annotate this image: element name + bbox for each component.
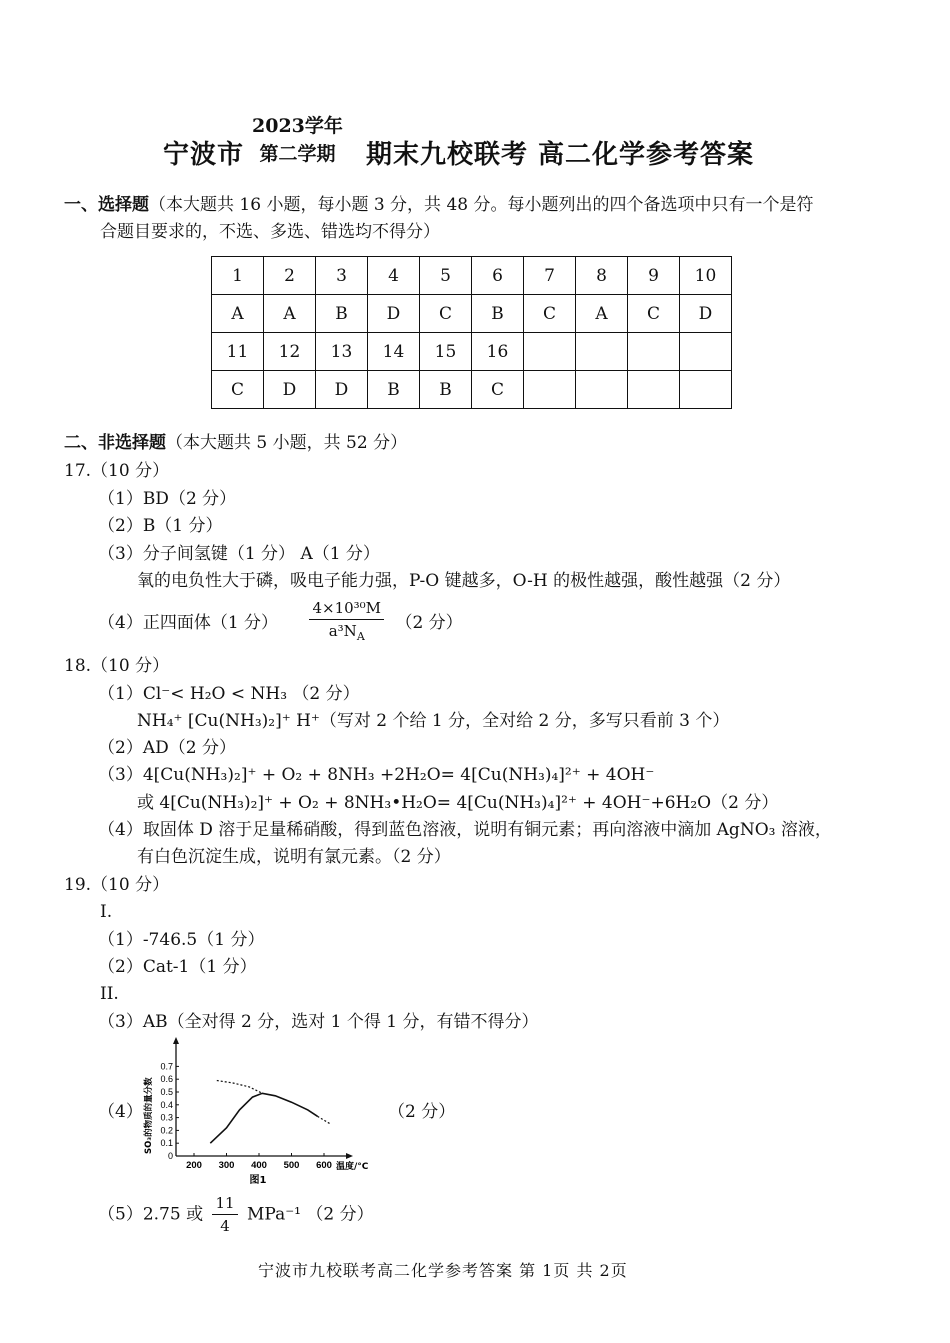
table-cell: 10 xyxy=(680,257,732,295)
table-row-answers xyxy=(212,371,732,409)
q17-fraction-numerator: 4×10³⁰M xyxy=(309,597,384,620)
curve-dashed-2 xyxy=(318,1116,331,1124)
q19-answer-5-value: （5）2.75 或 xyxy=(98,1204,204,1225)
x-axis-arrow xyxy=(346,1153,353,1159)
title-year-term xyxy=(252,115,343,165)
q17-answer-2: （2）B（1 分） xyxy=(98,516,223,536)
q19-part-1: I. xyxy=(100,902,113,922)
table-cell: C xyxy=(472,371,524,409)
table-cell: D xyxy=(264,371,316,409)
q18-answer-1-ions: NH₄⁺ [Cu(NH₃)₂]⁺ H⁺（写对 2 个给 1 分，全对给 2 分，多写只看前 3 个） xyxy=(137,711,730,731)
q17-den-main: a³N xyxy=(328,622,357,640)
table-cell xyxy=(628,371,680,409)
q19-fraction-denominator: 4 xyxy=(220,1217,230,1235)
table-cell xyxy=(524,333,576,371)
table-cell: 16 xyxy=(472,333,524,371)
table-cell: 14 xyxy=(368,333,420,371)
table-cell: 13 xyxy=(316,333,368,371)
q17-fraction-denominator xyxy=(329,620,365,648)
table-cell xyxy=(680,333,732,371)
y-tick-label: 0.3 xyxy=(160,1112,173,1123)
q18-answer-4-cont: 有白色沉淀生成，说明有氯元素。（2 分） xyxy=(137,847,451,867)
table-cell: 4 xyxy=(368,257,420,295)
x-tick-label: 600 xyxy=(316,1160,332,1171)
q19-answer-5-unit: MPa⁻¹ （2 分） xyxy=(246,1204,374,1225)
table-cell: C xyxy=(628,295,680,333)
title-term: 第二学期 xyxy=(259,143,336,165)
section2-desc: （本大题共 5 小题，共 52 分） xyxy=(166,433,408,453)
y-tick-label: 0.1 xyxy=(160,1138,173,1149)
q19-answer-4-score: （2 分） xyxy=(388,1102,456,1122)
q19-part-2: II. xyxy=(100,984,119,1004)
table-cell: A xyxy=(264,295,316,333)
page-title: 期末九校联考 高二化学参考答案 xyxy=(366,140,755,170)
table-cell: 6 xyxy=(472,257,524,295)
table-cell: C xyxy=(420,295,472,333)
table-cell: B xyxy=(316,295,368,333)
curve-dashed-1 xyxy=(217,1081,262,1094)
q18-answer-1: （1）Cl⁻< H₂O < NH₃ （2 分） xyxy=(98,684,360,704)
x-tick-label: 200 xyxy=(186,1160,202,1171)
x-tick-label: 500 xyxy=(283,1160,300,1171)
q17-answer-3-explain: 氧的电负性大于磷，吸电子能力强，P-O 键越多，O-H 的极性越强，酸性越强（2 分） xyxy=(137,571,791,591)
q17-answer-4-score: （2 分） xyxy=(395,612,463,633)
section1-desc: （本大题共 16 小题，每小题 3 分，共 48 分。每小题列出的四个备选项中只有一个是符 xyxy=(149,195,814,215)
q17-answer-3: （3）分子间氢键（1 分） A（1 分） xyxy=(98,544,380,564)
q19-kp-fraction xyxy=(212,1192,237,1237)
table-cell: C xyxy=(212,371,264,409)
q19-answer-5 xyxy=(98,1192,374,1237)
q18-head: 18.（10 分） xyxy=(64,656,170,676)
table-cell: B xyxy=(368,371,420,409)
title-city: 宁波市 xyxy=(163,140,245,170)
curve-solid xyxy=(210,1093,317,1143)
table-cell: 1 xyxy=(212,257,264,295)
table-row-question-numbers xyxy=(212,257,732,295)
table-cell xyxy=(628,333,680,371)
table-row-question-numbers xyxy=(212,333,732,371)
table-cell: A xyxy=(212,295,264,333)
q18-answer-3: （3）4[Cu(NH₃)₂]⁺ + O₂ + 8NH₃ +2H₂O= 4[Cu(NH₃)₄]²⁺ + 4OH⁻ xyxy=(98,765,655,785)
section1-heading: 一、选择题 xyxy=(64,195,149,215)
table-cell xyxy=(576,371,628,409)
table-cell xyxy=(576,333,628,371)
table-cell xyxy=(524,371,576,409)
answer-table xyxy=(211,256,732,409)
q19-answer-3: （3）AB（全对得 2 分，选对 1 个得 1 分，有错不得分） xyxy=(98,1012,539,1032)
chart-title: 图1 xyxy=(249,1175,267,1186)
q19-answer-2: （2）Cat-1（1 分） xyxy=(98,957,257,977)
table-cell: 7 xyxy=(524,257,576,295)
q18-answer-3-alt: 或 4[Cu(NH₃)₂]⁺ + O₂ + 8NH₃•H₂O= 4[Cu(NH₃)₄]²⁺ + 4OH⁻+6H₂O（2 分） xyxy=(137,793,779,813)
q17-head: 17.（10 分） xyxy=(64,461,170,481)
y-tick-label: 0.6 xyxy=(160,1074,173,1085)
table-cell: 5 xyxy=(420,257,472,295)
q18-answer-4: （4）取固体 D 溶于足量稀硝酸，得到蓝色溶液，说明有铜元素；再向溶液中滴加 AgNO₃ 溶液， xyxy=(98,820,832,840)
table-cell: A xyxy=(576,295,628,333)
table-cell: B xyxy=(420,371,472,409)
q17-den-sub: A xyxy=(356,630,365,643)
section2-line xyxy=(64,432,407,454)
q17-density-fraction xyxy=(309,597,384,648)
table-cell: B xyxy=(472,295,524,333)
table-cell: 9 xyxy=(628,257,680,295)
x-axis-label: 温度/°C xyxy=(336,1162,369,1172)
table-row-answers xyxy=(212,295,732,333)
table-cell: D xyxy=(316,371,368,409)
q19-answer-4: （4） xyxy=(98,1102,143,1122)
y-tick-label: 0 xyxy=(167,1151,173,1161)
table-cell: 8 xyxy=(576,257,628,295)
table-cell: 12 xyxy=(264,333,316,371)
title-year: 2023学年 xyxy=(252,115,343,137)
table-cell: C xyxy=(524,295,576,333)
y-tick-label: 0.2 xyxy=(160,1125,173,1136)
section2-heading: 二、非选择题 xyxy=(64,433,166,453)
page-footer: 宁波市九校联考高二化学参考答案 第 1页 共 2页 xyxy=(258,1261,628,1280)
so3-fraction-chart xyxy=(132,1036,382,1191)
section1-desc-line2: 合题目要求的，不选、多选、错选均不得分） xyxy=(100,222,440,242)
section1-line1 xyxy=(64,194,814,216)
q19-fraction-numerator: 11 xyxy=(212,1192,237,1215)
table-cell: 15 xyxy=(420,333,472,371)
q19-answer-1: （1）-746.5（1 分） xyxy=(98,930,265,950)
y-axis-label: SO₃的物质的量分数 xyxy=(144,1077,154,1154)
table-cell xyxy=(680,371,732,409)
table-cell: D xyxy=(680,295,732,333)
x-tick-label: 400 xyxy=(251,1160,267,1171)
table-cell: 3 xyxy=(316,257,368,295)
y-axis-arrow xyxy=(173,1037,179,1044)
q18-answer-2: （2）AD（2 分） xyxy=(98,738,236,758)
y-tick-label: 0.7 xyxy=(160,1061,173,1072)
q19-head: 19.（10 分） xyxy=(64,875,170,895)
q17-answer-1: （1）BD（2 分） xyxy=(98,489,237,509)
q17-answer-4-shape: （4）正四面体（1 分） xyxy=(98,612,279,633)
y-tick-label: 0.4 xyxy=(160,1099,173,1110)
table-cell: D xyxy=(368,295,420,333)
x-tick-label: 300 xyxy=(218,1160,235,1171)
table-cell: 2 xyxy=(264,257,316,295)
table-cell: 11 xyxy=(212,333,264,371)
q17-answer-4 xyxy=(98,597,463,648)
y-tick-label: 0.5 xyxy=(160,1087,173,1097)
